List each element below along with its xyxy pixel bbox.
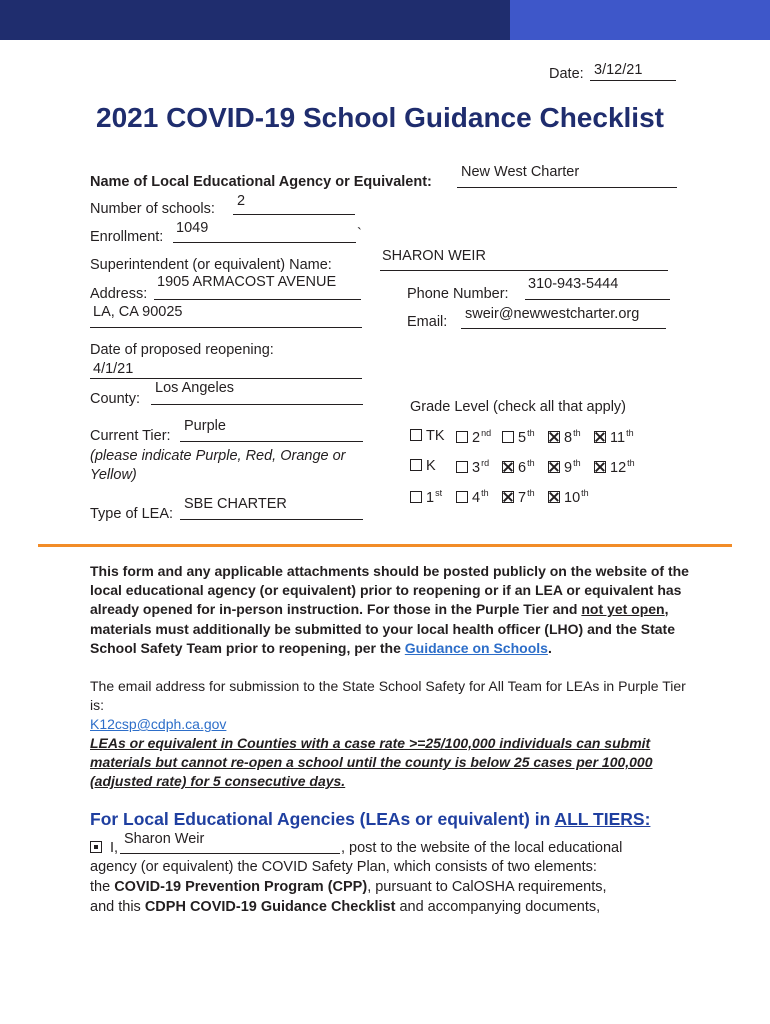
grade-suffix-8: th (573, 428, 581, 438)
enrollment-label: Enrollment: (90, 229, 164, 245)
grade-checkbox-5[interactable] (502, 431, 514, 443)
signer-checkbox[interactable] (90, 841, 102, 853)
grade-label-7: 7 (518, 490, 527, 506)
case-rate-paragraph (90, 734, 690, 792)
lea-type-value[interactable]: SBE CHARTER (184, 496, 287, 512)
grade-option-6[interactable] (502, 458, 535, 476)
grade-label-k: K (426, 458, 436, 474)
email-underline (461, 328, 666, 329)
email-label: Email: (407, 314, 448, 330)
tier-hint-line2: Yellow) (90, 467, 137, 483)
tiers-line3 (90, 879, 607, 895)
signer-post-text: , post to the website of the local educational (341, 840, 623, 856)
grade-option-9[interactable] (548, 458, 581, 476)
reopen-underline (90, 378, 362, 379)
grade-suffix-10: th (581, 488, 589, 498)
schools-label: Number of schools: (90, 201, 215, 217)
grade-checkbox-12[interactable] (594, 461, 606, 473)
grade-label-3: 3 (472, 460, 481, 476)
schools-value[interactable]: 2 (237, 193, 246, 209)
email-value[interactable]: sweir@newwestcharter.org (465, 306, 640, 322)
address-line1-underline (154, 299, 361, 300)
signer-underline (120, 853, 340, 854)
grade-option-4[interactable] (456, 488, 489, 506)
superintendent-underline (380, 270, 668, 271)
signer-prefix: I, (110, 840, 119, 856)
section-divider (38, 544, 732, 547)
notice-paragraph (90, 562, 690, 658)
tiers-line3-c: , pursuant to CalOSHA requirements, (367, 879, 607, 895)
address-line1-value[interactable]: 1905 ARMACOST AVENUE (157, 274, 337, 290)
grade-option-5[interactable] (502, 428, 535, 446)
grade-suffix-9: th (573, 458, 581, 468)
tier-hint-line1: (please indicate Purple, Red, Orange or (90, 448, 346, 464)
grade-option-7[interactable] (502, 488, 535, 506)
grade-label-2: 2 (472, 430, 481, 446)
tiers-line4-a: and this (90, 899, 145, 915)
notice-text-c: . (547, 639, 552, 656)
tier-underline (180, 441, 363, 442)
grade-checkbox-7[interactable] (502, 491, 514, 503)
grade-checkbox-11[interactable] (594, 431, 606, 443)
grade-option-k[interactable] (410, 458, 436, 474)
phone-underline (525, 299, 670, 300)
grade-option-1[interactable] (410, 488, 442, 506)
reopen-label: Date of proposed reopening: (90, 342, 274, 358)
lea-type-label: Type of LEA: (90, 506, 174, 522)
county-value[interactable]: Los Angeles (155, 380, 235, 396)
grade-suffix-5: th (527, 428, 535, 438)
case-rate-text: LEAs or equivalent in Counties with a case rate >=25/100,000 individuals can submit materials but cannot re-open a school until the county is below 25 cases per 100,000 (adjusted rate) for 5 consecutive days. (90, 735, 653, 790)
tiers-line2: agency (or equivalent) the COVID Safety Plan, which consists of two elements: (90, 859, 597, 875)
email-link-line (90, 715, 690, 734)
grade-label-5: 5 (518, 430, 527, 446)
grade-checkbox-tk[interactable] (410, 429, 422, 441)
page-title: 2021 COVID-19 School Guidance Checklist (96, 102, 664, 133)
date-label: Date: (549, 66, 584, 82)
tiers-line3-a: the (90, 879, 115, 895)
superintendent-label: Superintendent (or equivalent) Name: (90, 257, 332, 273)
banner-light-segment (510, 0, 770, 40)
date-value[interactable]: 3/12/21 (594, 62, 643, 78)
county-underline (151, 404, 363, 405)
grade-checkbox-4[interactable] (456, 491, 468, 503)
enrollment-value[interactable]: 1049 (176, 220, 209, 236)
grade-level-label: Grade Level (check all that apply) (410, 399, 626, 415)
grade-checkbox-6[interactable] (502, 461, 514, 473)
reopen-value[interactable]: 4/1/21 (93, 361, 134, 377)
grade-checkbox-10[interactable] (548, 491, 560, 503)
superintendent-value[interactable]: SHARON WEIR (382, 248, 486, 264)
grade-checkbox-1[interactable] (410, 491, 422, 503)
grade-checkbox-k[interactable] (410, 459, 422, 471)
grade-checkbox-2[interactable] (456, 431, 468, 443)
date-underline (590, 80, 676, 81)
grade-suffix-1: st (435, 488, 443, 498)
grade-checkbox-3[interactable] (456, 461, 468, 473)
address-line2-underline (90, 327, 362, 328)
grade-option-tk[interactable] (410, 428, 445, 444)
grade-label-tk: TK (426, 428, 445, 444)
tier-value[interactable]: Purple (184, 418, 226, 434)
grade-label-12: 12 (610, 460, 627, 476)
grade-checkbox-9[interactable] (548, 461, 560, 473)
lea-name-value[interactable]: New West Charter (461, 164, 580, 180)
grade-label-10: 10 (564, 490, 581, 506)
grade-label-11: 11 (610, 430, 626, 446)
notice-not-yet-open: not yet open (581, 601, 665, 618)
enrollment-mark: ` (357, 226, 362, 242)
tiers-line4-c: and accompanying documents, (395, 899, 601, 915)
tier-label: Current Tier: (90, 428, 171, 444)
grade-suffix-7: th (527, 488, 535, 498)
grade-label-4: 4 (472, 490, 481, 506)
submission-text: The email address for submission to the State School Safety for All Team for LEAs in Purple Tier is: (90, 678, 686, 714)
schools-underline (233, 214, 355, 215)
grade-label-6: 6 (518, 460, 527, 476)
tiers-line4 (90, 899, 600, 915)
grade-option-2[interactable] (456, 428, 491, 446)
notice-text-b: , materials must additionally be submitted to your local health officer (LHO) and the State School Safety Team prior to reopening, per the (90, 601, 675, 656)
notice-text-a: This form and any applicable attachments should be posted publicly on the website of the local educational agency (or equivalent) prior to reopening or if an LEA or equivalent has already opened for in-person instruction. For those in the Purple Tier and (90, 563, 689, 618)
grade-suffix-6: th (527, 458, 535, 468)
all-tiers-heading-underlined: ALL TIERS: (554, 809, 651, 829)
grade-suffix-2: nd (481, 428, 492, 438)
signer-name-value[interactable]: Sharon Weir (124, 831, 205, 847)
grade-option-8[interactable] (548, 428, 581, 446)
cpp-term: COVID-19 Prevention Program (CPP) (114, 879, 368, 895)
grade-suffix-12: th (627, 458, 635, 468)
lea-name-underline (457, 187, 677, 188)
address-label: Address: (90, 286, 148, 302)
all-tiers-heading-text: For Local Educational Agencies (LEAs or equivalent) in (90, 809, 555, 829)
grade-option-10[interactable] (548, 488, 589, 506)
grade-label-9: 9 (564, 460, 573, 476)
phone-label: Phone Number: (407, 286, 509, 302)
address-line2-value[interactable]: LA, CA 90025 (93, 304, 183, 320)
grade-checkbox-8[interactable] (548, 431, 560, 443)
lea-name-label: Name of Local Educational Agency or Equivalent: (90, 174, 432, 190)
submission-paragraph (90, 677, 690, 715)
k12csp-email-link[interactable]: K12csp@cdph.ca.gov (90, 716, 227, 732)
checklist-term: CDPH COVID-19 Guidance Checklist (144, 899, 396, 915)
enrollment-underline (173, 242, 356, 243)
grade-suffix-11: th (626, 428, 634, 438)
top-banner (0, 0, 770, 40)
phone-value[interactable]: 310-943-5444 (528, 276, 619, 292)
signer-row (90, 840, 118, 856)
grade-option-3[interactable] (456, 458, 489, 476)
county-label: County: (90, 391, 140, 407)
grade-suffix-4: th (481, 488, 489, 498)
grade-option-12[interactable] (594, 458, 635, 476)
grade-label-1: 1 (426, 490, 435, 506)
banner-dark-segment (0, 0, 510, 40)
all-tiers-heading (90, 809, 650, 830)
grade-suffix-3: rd (481, 458, 490, 468)
lea-type-underline (180, 519, 363, 520)
grade-option-11[interactable] (594, 428, 634, 446)
guidance-on-schools-link[interactable]: Guidance on Schools (404, 639, 548, 656)
grade-label-8: 8 (564, 430, 573, 446)
